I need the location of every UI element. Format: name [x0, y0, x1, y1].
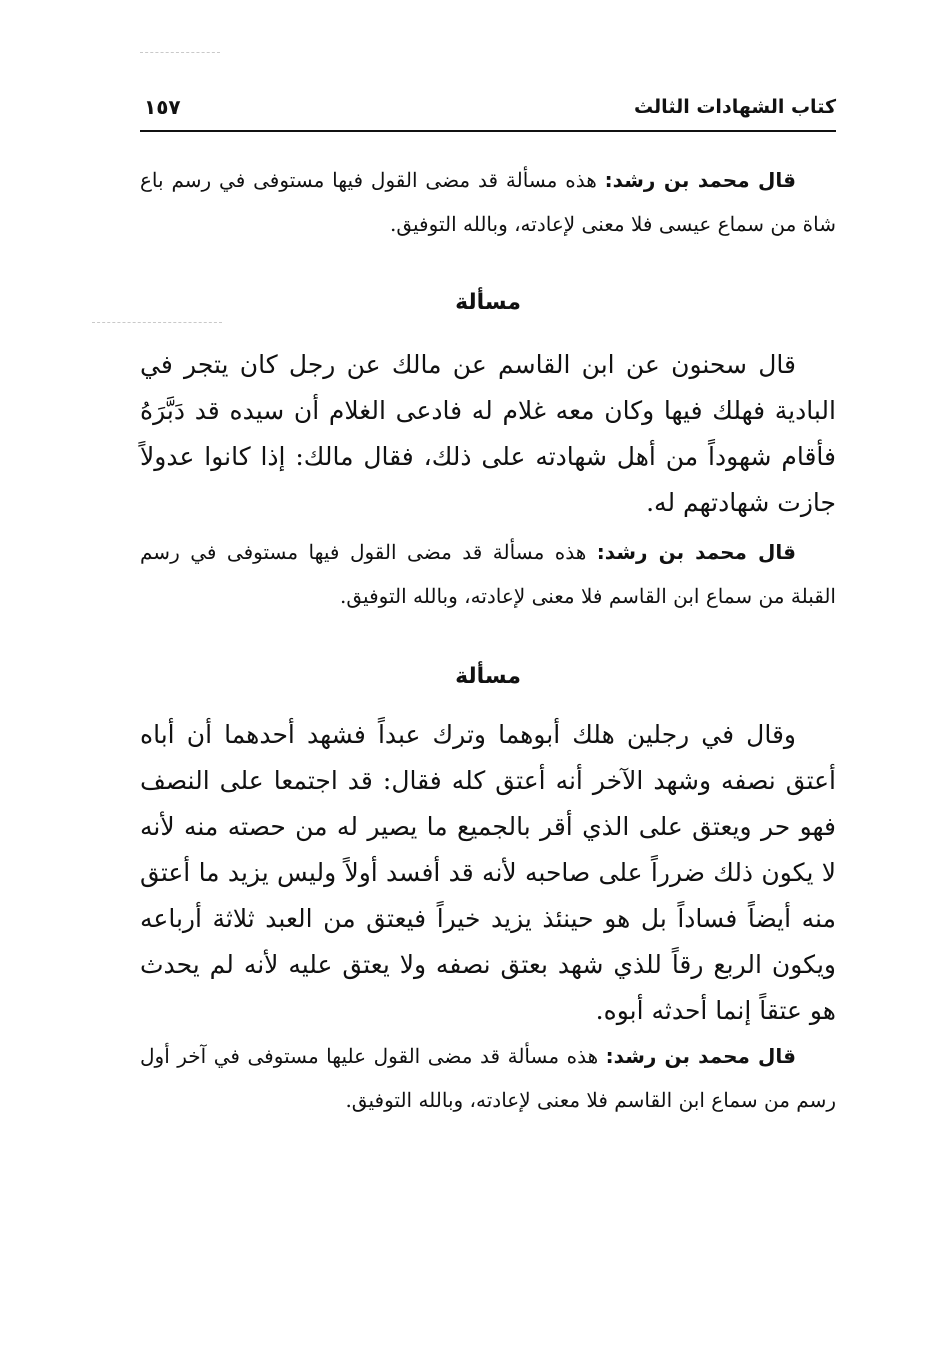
body-paragraph: [140, 712, 836, 1034]
page-header: [140, 92, 836, 126]
running-title: كتاب الشهادات الثالث: [633, 96, 836, 118]
section-heading: مسألة: [455, 664, 521, 689]
scan-speck: [92, 322, 222, 323]
body-text: وقال في رجلين هلك أبوهما وترك عبداً فشهد أحدهما أن أباه أعتق نصفه وشهد الآخر أنه أعتق كله فقال: قد اجتمعا على النصف فهو حر ويعتق على الذي أقر بالجميع ما يصير له من حصته منه لأنه لا يكون ذلك ضرراً على صاحبه لأنه قد أفسد أولاً وليس يزيد ما أعتق منه أيضاً فساداً بل هو حينئذ يزيد خيراً فيعتق من العبد ثلاثة أرباعه ويكون الربع رقاً للذي شهد بعتق نصفه ولا يعتق عليه لأنه لم يحدث هو عتقاً إنما أحدثه أبوه.: [140, 720, 836, 1025]
commentary-speaker: قال محمد بن رشد:: [605, 1044, 797, 1068]
body-text: قال سحنون عن ابن القاسم عن مالك عن رجل كان يتجر في البادية فهلك فيها وكان معه غلام له فادعى الغلام أن سيده قد دَبَّرَهُ فأقام شهوداً من أهل شهادته على ذلك، فقال مالك: إذا كانوا عدولاً جازت شهادتهم له.: [140, 350, 836, 517]
body-paragraph: [140, 342, 836, 526]
commentary-paragraph: [140, 158, 836, 246]
scan-speck: [140, 52, 220, 53]
commentary-text: هذه مسألة قد مضى القول فيها مستوفى في رسم القبلة من سماع ابن القاسم فلا معنى لإعادته، وبالله التوفيق.: [140, 540, 836, 608]
header-divider: [140, 130, 836, 132]
section-heading: مسألة: [455, 290, 521, 315]
commentary-text: هذه مسألة قد مضى القول فيها مستوفى في رسم باع شاة من سماع عيسى فلا معنى لإعادته، وبالله التوفيق.: [140, 168, 836, 236]
commentary-text: هذه مسألة قد مضى القول عليها مستوفى في آخر أول رسم من سماع ابن القاسم فلا معنى لإعادته، وبالله التوفيق.: [140, 1044, 836, 1112]
commentary-paragraph: [140, 530, 836, 618]
page-number: ١٥٧: [144, 95, 181, 119]
commentary-paragraph: [140, 1034, 836, 1122]
commentary-speaker: قال محمد بن رشد:: [596, 540, 796, 564]
commentary-speaker: قال محمد بن رشد:: [604, 168, 796, 192]
